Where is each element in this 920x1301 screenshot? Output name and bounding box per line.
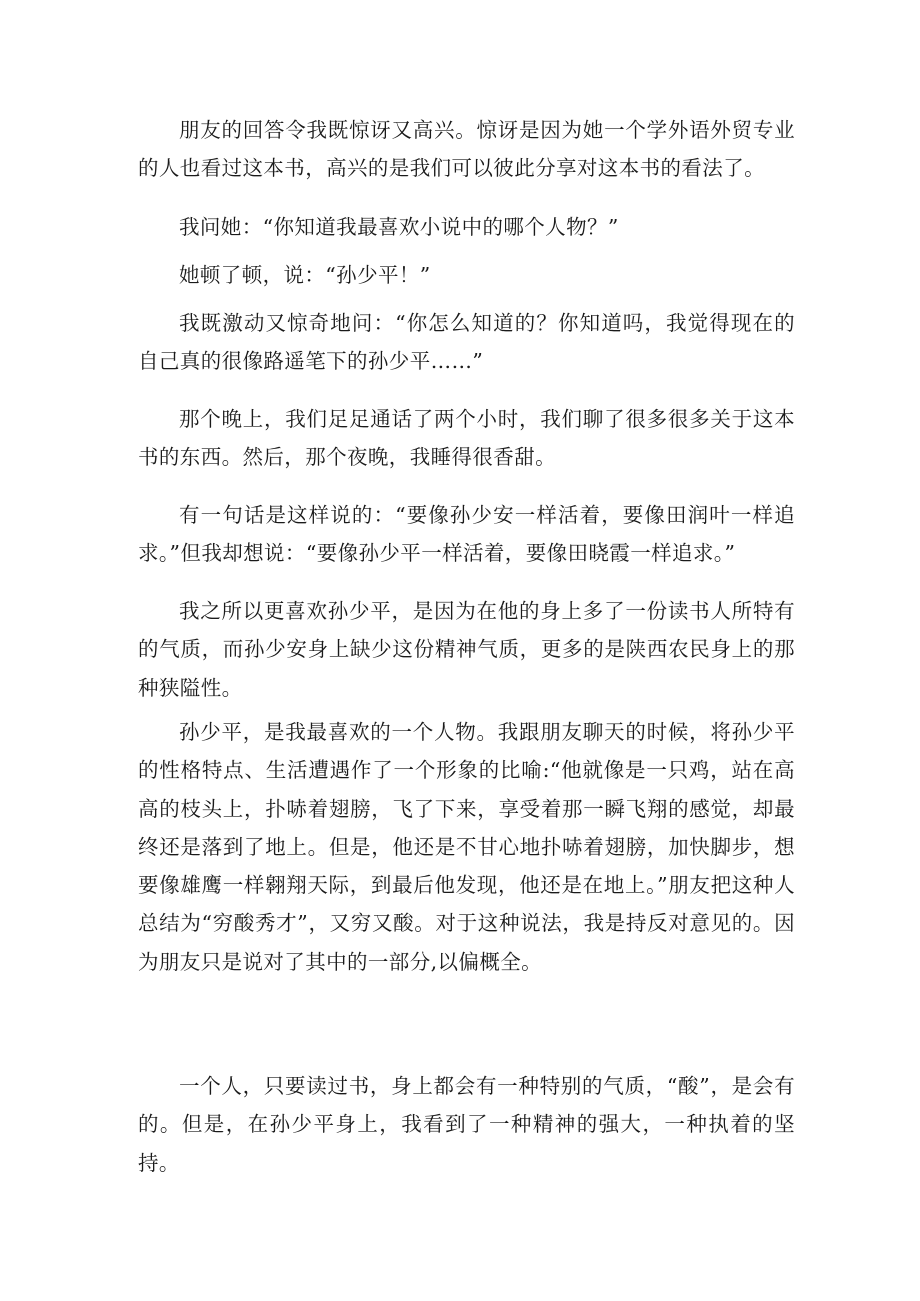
- paragraph: 孙少平，是我最喜欢的一个人物。我跟朋友聊天的时候，将孙少平的性格特点、生活遭遇作了一个形象的比喻:“他就像是一只鸡，站在高高的枝头上，扑哧着翅膀，飞了下来，享受着那一瞬飞翔的感觉，却最终还是落到了地上。但是，他还是不甘心地扑哧着翅膀，加快脚步，想要像雄鹰一样翱翔天际，到最后他发现，他还是在地上。”朋友把这种人总结为“穷酸秀才”，又穷又酸。对于这种说法，我是持反对意见的。因为朋友只是说对了其中的一部分,以偏概全。: [138, 720, 795, 974]
- paragraph: 我既激动又惊奇地问：“你怎么知道的？你知道吗，我觉得现在的自己真的很像路遥笔下的孙少平……”: [138, 311, 795, 374]
- paragraph: 那个晚上，我们足足通话了两个小时，我们聊了很多很多关于这本书的东西。然后，那个夜晚，我睡得很香甜。: [138, 407, 795, 470]
- paragraph: 朋友的回答令我既惊讶又高兴。惊讶是因为她一个学外语外贸专业的人也看过这本书，高兴的是我们可以彼此分享对这本书的看法了。: [138, 118, 795, 181]
- paragraph-block: [138, 592, 795, 707]
- paragraph: 我之所以更喜欢孙少平，是因为在他的身上多了一份读书人所特有的气质，而孙少安身上缺少这份精神气质，更多的是陕西农民身上的那种狭隘性。: [138, 599, 795, 700]
- paragraph-block: [138, 208, 795, 246]
- paragraph-block: [138, 400, 795, 477]
- paragraph-block: [138, 256, 795, 294]
- paragraph: 一个人，只要读过书，身上都会有一种特别的气质，“酸”，是会有的。但是，在孙少平身上，我看到了一种精神的强大，一种执着的坚持。: [138, 1074, 795, 1175]
- paragraph-block: [138, 1067, 795, 1182]
- paragraph-block: [138, 713, 795, 981]
- paragraph-block: [138, 496, 795, 573]
- paragraph: 有一句话是这样说的：“要像孙少安一样活着，要像田润叶一样追求。”但我却想说：“要像孙少平一样活着，要像田晓霞一样追求。”: [138, 503, 795, 566]
- paragraph: 我问她：“你知道我最喜欢小说中的哪个人物？”: [179, 215, 619, 239]
- paragraph-block: [138, 111, 795, 188]
- paragraph-block: [138, 304, 795, 381]
- paragraph: 她顿了顿，说：“孙少平！”: [179, 263, 431, 287]
